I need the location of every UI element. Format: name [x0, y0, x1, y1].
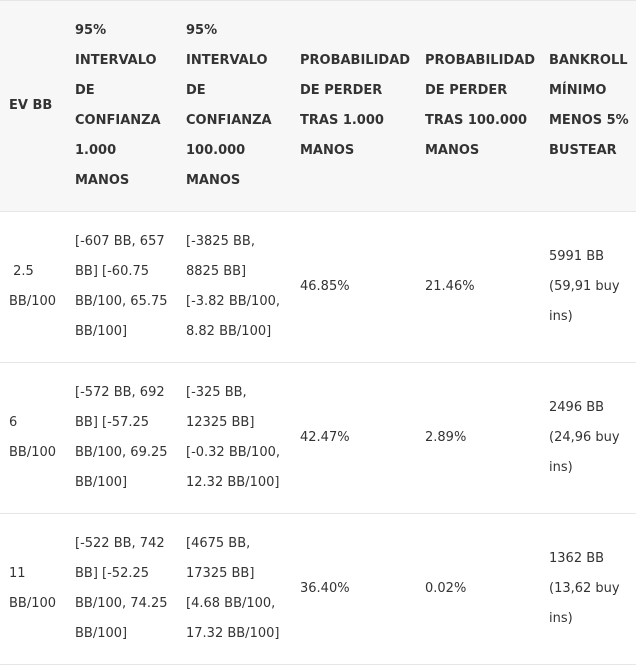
cell-ci-1000: [-522 BB, 742 BB] [-52.25 BB/100, 74.25 BB/100]	[67, 514, 178, 665]
header-bankroll-min: BANKROLL MÍNIMO MENOS 5% BUSTEAR	[541, 1, 636, 212]
cell-bankroll-min: 2496 BB (24,96 buy ins)	[541, 363, 636, 514]
cell-ev-bb: 6 BB/100	[0, 363, 67, 514]
header-ci-100000: 95% INTERVALO DE CONFIANZA 100.000 MANOS	[178, 1, 292, 212]
cell-prob-lose-100000: 2.89%	[417, 363, 541, 514]
cell-ci-100000: [4675 BB, 17325 BB] [4.68 BB/100, 17.32 BB/100]	[178, 514, 292, 665]
cell-ci-100000: [-325 BB, 12325 BB] [-0.32 BB/100, 12.32 BB/100]	[178, 363, 292, 514]
header-prob-lose-1000: PROBABILIDAD DE PERDER TRAS 1.000 MANOS	[292, 1, 417, 212]
cell-prob-lose-1000: 42.47%	[292, 363, 417, 514]
cell-ev-bb: 2.5 BB/100	[0, 212, 67, 363]
cell-prob-lose-100000: 0.02%	[417, 514, 541, 665]
cell-ci-100000: [-3825 BB, 8825 BB] [-3.82 BB/100, 8.82 BB/100]	[178, 212, 292, 363]
header-ci-1000: 95% INTERVALO DE CONFIANZA 1.000 MANOS	[67, 1, 178, 212]
cell-ci-1000: [-607 BB, 657 BB] [-60.75 BB/100, 65.75 BB/100]	[67, 212, 178, 363]
table-body	[0, 212, 636, 665]
cell-prob-lose-1000: 36.40%	[292, 514, 417, 665]
cell-ci-1000: [-572 BB, 692 BB] [-57.25 BB/100, 69.25 BB/100]	[67, 363, 178, 514]
header-prob-lose-100000: PROBABILIDAD DE PERDER TRAS 100.000 MANOS	[417, 1, 541, 212]
table-header	[0, 1, 636, 212]
header-ev-bb: EV BB	[0, 1, 67, 212]
cell-bankroll-min: 5991 BB (59,91 buy ins)	[541, 212, 636, 363]
header-row	[0, 1, 636, 212]
cell-ev-bb: 11 BB/100	[0, 514, 67, 665]
cell-prob-lose-1000: 46.85%	[292, 212, 417, 363]
cell-prob-lose-100000: 21.46%	[417, 212, 541, 363]
table-row	[0, 514, 636, 665]
cell-bankroll-min: 1362 BB (13,62 buy ins)	[541, 514, 636, 665]
table-row	[0, 212, 636, 363]
table-row	[0, 363, 636, 514]
